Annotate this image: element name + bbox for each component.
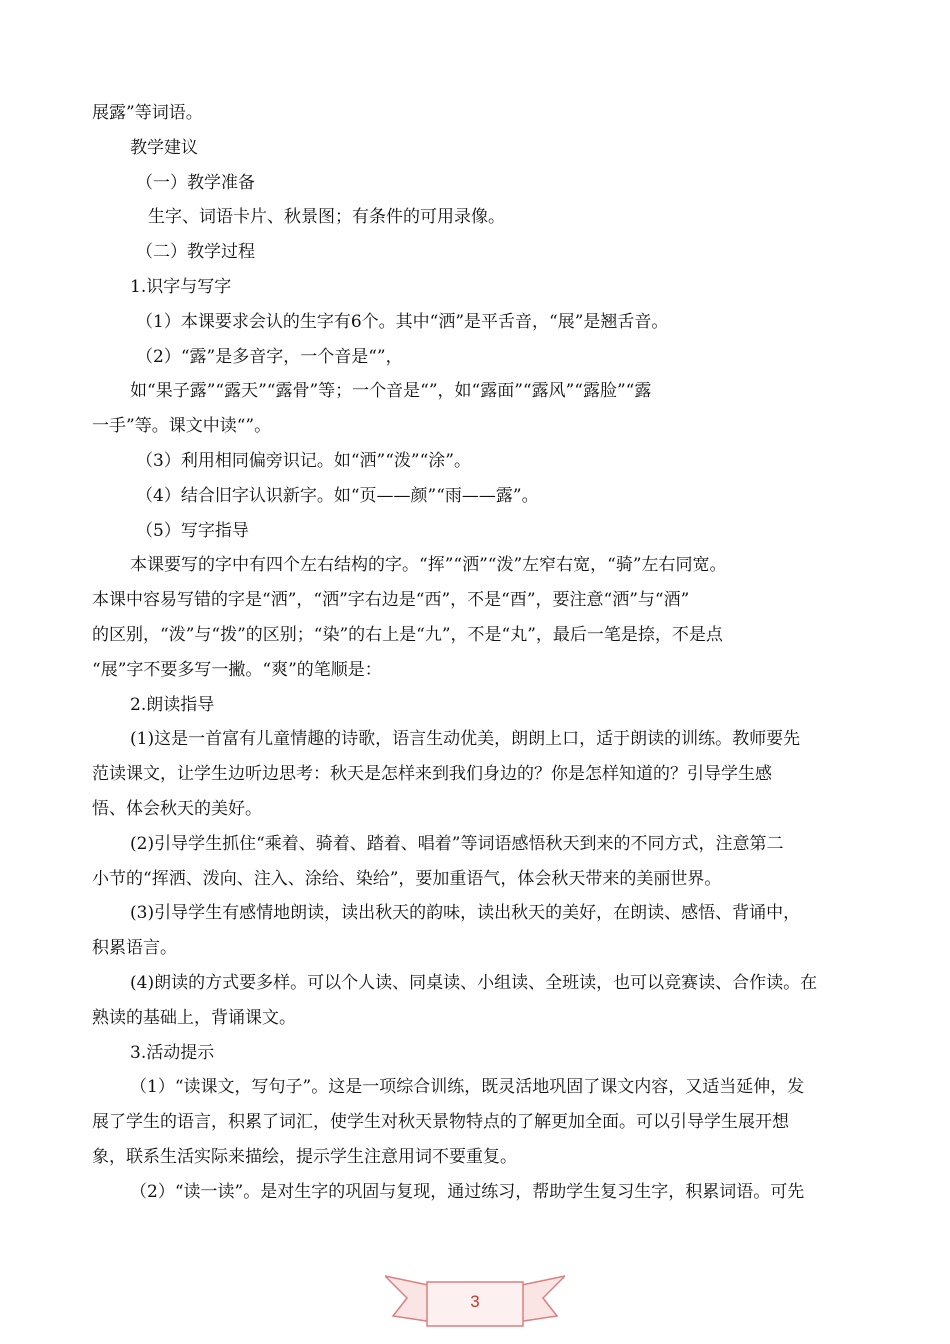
- text-line: 悟、体会秋天的美好。: [92, 798, 262, 819]
- text-line: 象，联系生活实际来描绘，提示学生注意用词不要重复。: [92, 1146, 517, 1167]
- text-line: 如“果子露”“露天”“露骨”等；一个音是“”，如“露面”“露风”“露脸”“露: [130, 381, 652, 402]
- text-line: （二）教学过程: [136, 242, 255, 263]
- text-line: （2）“露”是多音字，一个音是“”，: [136, 346, 403, 367]
- text-line: (2)引导学生抓住“乘着、骑着、踏着、唱着”等词语感悟秋天到来的不同方式，注意第二: [130, 833, 784, 854]
- text-line: (3)引导学生有感情地朗读，读出秋天的韵味，读出秋天的美好，在朗读、感悟、背诵中，: [130, 903, 801, 924]
- text-line: (1)这是一首富有儿童情趣的诗歌，语言生动优美，朗朗上口，适于朗读的训练。教师要先: [130, 729, 801, 750]
- text-line: 2.朗读指导: [130, 694, 215, 715]
- text-line: （一）教学准备: [136, 172, 255, 193]
- text-line: （1）本课要求会认的生字有6个。其中“洒”是平舌音，“展”是翘舌音。: [136, 311, 669, 332]
- text-line: 小节的“挥洒、泼向、注入、涂给、染给”，要加重语气，体会秋天带来的美丽世界。: [92, 868, 722, 889]
- text-line: 积累语言。: [92, 938, 177, 959]
- text-line: 1.识字与写字: [130, 276, 232, 297]
- text-line: （2）“读一读”。是对生字的巩固与复现，通过练习，帮助学生复习生字，积累词语。可先: [130, 1181, 805, 1202]
- text-line: 展露”等词语。: [92, 103, 203, 123]
- text-line: 教学建议: [130, 137, 198, 158]
- document-body: [92, 96, 862, 1210]
- text-line: 熟读的基础上，背诵课文。: [92, 1007, 296, 1028]
- page-number: 3: [470, 1292, 480, 1311]
- text-line: （3）利用相同偏旁识记。如“洒”“泼”“涂”。: [136, 450, 471, 471]
- text-line: 展了学生的语言，积累了词汇，使学生对秋天景物特点的了解更加全面。可以引导学生展开想: [92, 1112, 789, 1133]
- text-line: 3.活动提示: [130, 1042, 215, 1063]
- text-line: (4)朗读的方式要多样。可以个人读、同桌读、小组读、全班读，也可以竞赛读、合作读。在: [130, 972, 818, 993]
- text-line: 本课中容易写错的字是“洒”，“洒”字右边是“西”，不是“酉”，要注意“洒”与“酒”: [92, 590, 690, 611]
- text-line: （4）结合旧字认识新字。如“页——颜”“雨——露”。: [136, 485, 539, 506]
- text-line: 范读课文，让学生边听边思考：秋天是怎样来到我们身边的？你是怎样知道的？引导学生感: [92, 764, 772, 785]
- page-footer-ribbon: [385, 1268, 565, 1330]
- text-line: （5）写字指导: [136, 520, 249, 541]
- text-line: 生字、词语卡片、秋景图；有条件的可用录像。: [148, 207, 505, 228]
- text-line: “展”字不要多写一撇。“爽”的笔顺是：: [92, 659, 382, 680]
- text-line: 本课要写的字中有四个左右结构的字。“挥”“洒”“泼”左窄右宽，“骑”左右同宽。: [130, 555, 727, 576]
- text-line: 的区别，“泼”与“拨”的区别；“染”的右上是“九”，不是“丸”，最后一笔是捺，不是点: [92, 624, 723, 645]
- text-line: 一手”等。课文中读“”。: [92, 416, 272, 437]
- text-line: （1）“读课文，写句子”。这是一项综合训练，既灵活地巩固了课文内容，又适当延伸，发: [130, 1077, 805, 1098]
